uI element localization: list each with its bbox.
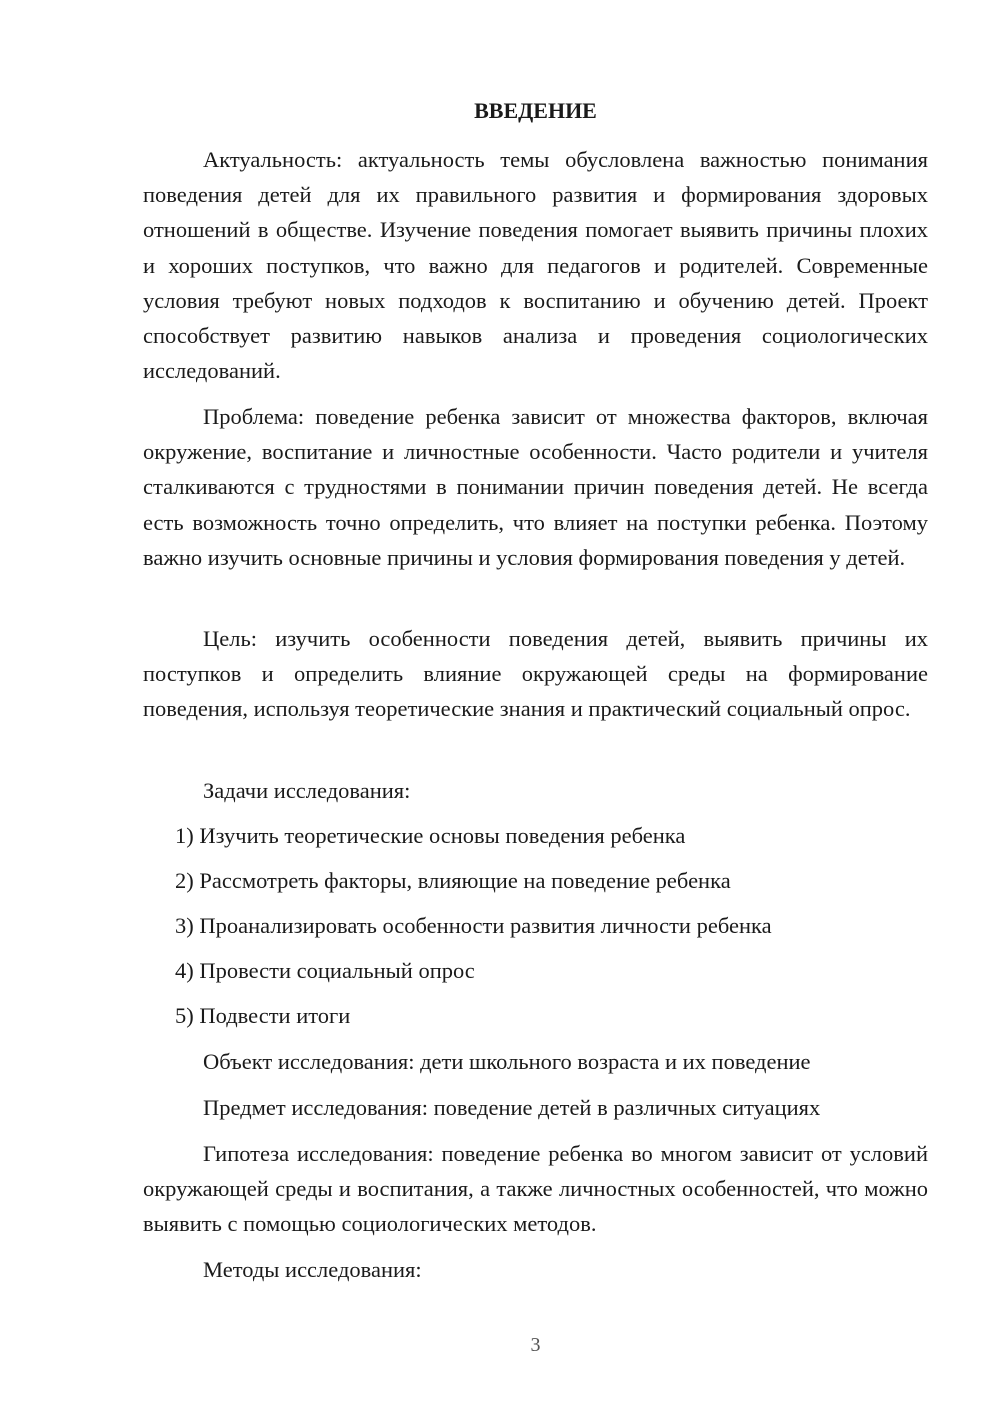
task-item: 4) Провести социальный опрос xyxy=(175,958,475,983)
task-item: 3) Проанализировать особенности развития личности ребенка xyxy=(175,913,772,938)
task-item: 2) Рассмотреть факторы, влияющие на поведение ребенка xyxy=(175,868,731,893)
task-item: 1) Изучить теоретические основы поведения ребенка xyxy=(175,823,686,848)
object-line: Объект исследования: дети школьного возраста и их поведение xyxy=(203,1049,811,1074)
section-heading xyxy=(143,96,928,126)
page-number: 3 xyxy=(530,1334,541,1356)
tasks-label: Задачи исследования: xyxy=(203,778,411,803)
methods-label: Методы исследования: xyxy=(203,1257,422,1282)
task-item: 5) Подвести итоги xyxy=(175,1003,351,1028)
section-heading-text: ВВЕДЕНИЕ xyxy=(474,98,597,123)
relevance-paragraph: Актуальность: актуальность темы обусловлена важностью понимания поведения детей для их правильного развития и формирования здоровых отношений в обществе. Изучение поведения помогает выявить причины плохих и хороших поступков, что важно для педагогов и родителей. Современные условия требуют новых подходов к воспитанию и обучению детей. Проект способствует развитию навыков анализа и проведения социологических исследований. xyxy=(143,147,928,384)
problem-paragraph: Проблема: поведение ребенка зависит от множества факторов, включая окружение, воспитание и личностные особенности. Часто родители и учителя сталкиваются с трудностями в понимании причин поведения детей. Не всегда есть возможность точно определить, что влияет на поступки ребенка. Поэтому важно изучить основные причины и условия формирования поведения у детей. xyxy=(143,404,928,570)
subject-line: Предмет исследования: поведение детей в различных ситуациях xyxy=(203,1095,821,1120)
goal-paragraph: Цель: изучить особенности поведения детей, выявить причины их поступков и определить влияние окружающей среды на формирование поведения, используя теоретические знания и практический социальный опрос. xyxy=(143,626,928,722)
hypothesis-paragraph: Гипотеза исследования: поведение ребенка во многом зависит от условий окружающей среды и воспитания, а также личностных особенностей, что можно выявить с помощью социологических методов. xyxy=(143,1141,928,1237)
